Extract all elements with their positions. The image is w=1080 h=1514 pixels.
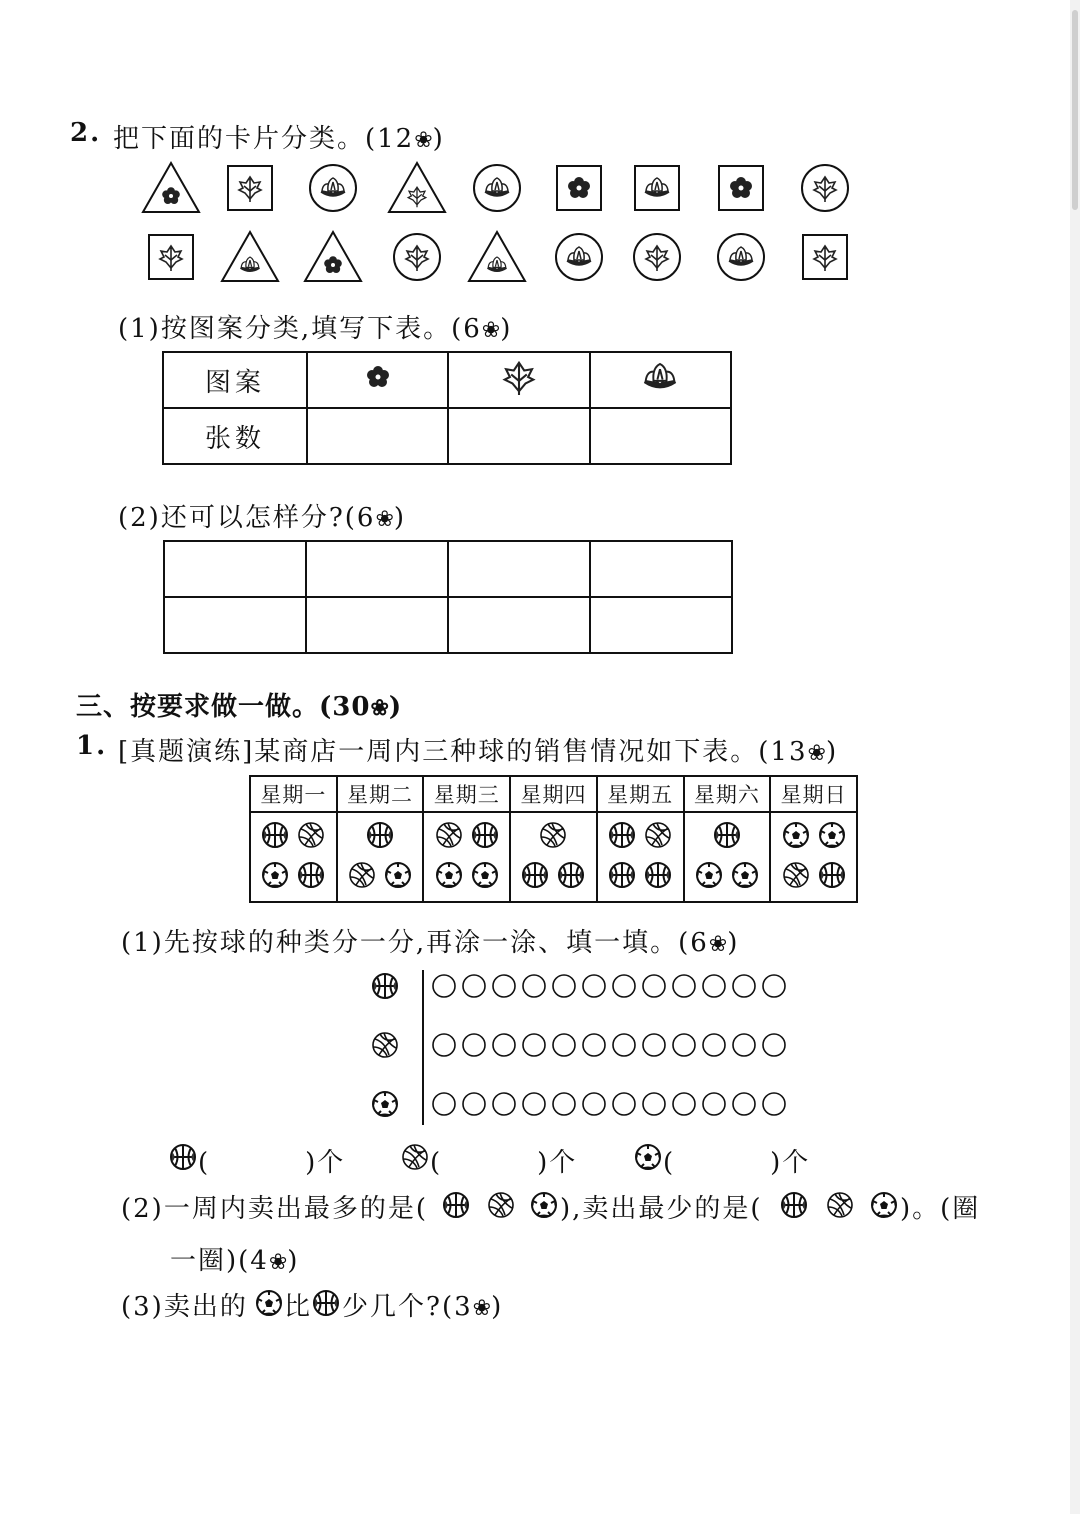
basketball-icon xyxy=(559,863,583,887)
soccer-ball-icon xyxy=(373,1092,397,1116)
blank-cell[interactable] xyxy=(306,541,448,597)
score-flower-icon: ❀ xyxy=(481,318,501,343)
basketball-icon xyxy=(263,823,287,847)
subquestion-2-part3: )。(圈 xyxy=(900,1194,981,1224)
soccer-count-blank[interactable]: ( )个 xyxy=(663,1148,811,1178)
circle-lotus-card xyxy=(556,234,602,280)
day-header: 星期六 xyxy=(684,776,771,812)
ball-cell xyxy=(684,812,771,902)
subquestion-2-part1: (2)一周内卖出最多的是( xyxy=(121,1194,428,1224)
tally-circle[interactable] xyxy=(433,1093,455,1115)
square-flower-card xyxy=(719,166,763,210)
circle-leaf-card xyxy=(802,165,848,211)
blank-cell[interactable] xyxy=(448,597,590,653)
ball-circle-chart xyxy=(360,960,800,1130)
score-flower-icon: ❀ xyxy=(414,128,433,153)
subquestion-3-part3: 少几个?(3❀) xyxy=(342,1292,504,1322)
basketball-icon xyxy=(820,863,844,887)
soccer-ball-icon xyxy=(386,863,410,887)
tally-circle[interactable] xyxy=(433,1034,455,1056)
tally-circle[interactable] xyxy=(703,1093,725,1115)
volleyball-icon xyxy=(437,823,461,847)
day-header: 星期一 xyxy=(250,776,337,812)
tally-circle[interactable] xyxy=(763,975,785,997)
tally-circle[interactable] xyxy=(583,1093,605,1115)
tally-circle[interactable] xyxy=(523,1093,545,1115)
tally-circle[interactable] xyxy=(433,975,455,997)
basketball-icon xyxy=(368,823,392,847)
ball-cell xyxy=(510,812,597,902)
volleyball-icon xyxy=(350,863,374,887)
question-2-prompt: 把下面的卡片分类。(12 xyxy=(113,124,415,154)
square-flower-card xyxy=(557,166,601,210)
square-leaf-card xyxy=(149,235,193,279)
volleyball-count-blank[interactable]: ( )个 xyxy=(430,1148,578,1178)
question-number: 1. xyxy=(76,731,108,761)
tally-circle[interactable] xyxy=(553,975,575,997)
basketball-icon xyxy=(168,1142,198,1172)
basketball-icon[interactable] xyxy=(441,1190,471,1220)
question-number: 2. xyxy=(70,118,102,148)
close-paren: ) xyxy=(432,124,445,154)
volleyball-icon xyxy=(646,823,670,847)
basketball-icon xyxy=(311,1288,341,1318)
day-header: 星期四 xyxy=(510,776,597,812)
basketball-icon xyxy=(610,863,634,887)
tally-circle[interactable] xyxy=(463,975,485,997)
triangle-leaf-card xyxy=(389,163,445,212)
blank-cell[interactable] xyxy=(306,597,448,653)
tally-circle[interactable] xyxy=(523,975,545,997)
tally-circle[interactable] xyxy=(643,1034,665,1056)
circle-lotus-card xyxy=(310,165,356,211)
tally-circle[interactable] xyxy=(643,975,665,997)
circle-lotus-card xyxy=(474,165,520,211)
volleyball-icon xyxy=(373,1033,397,1057)
card-group xyxy=(0,0,1080,320)
basketball-icon xyxy=(610,823,634,847)
subquestion-2-line2: 一圈)(4❀) xyxy=(170,1246,300,1276)
subquestion-1: (1)按图案分类,填写下表。(6❀) xyxy=(118,314,513,344)
leaf-icon xyxy=(448,352,589,408)
basketball-icon xyxy=(299,863,323,887)
circle-leaf-card xyxy=(394,234,440,280)
square-leaf-card xyxy=(228,166,272,210)
ball-cell xyxy=(423,812,510,902)
day-header: 星期日 xyxy=(770,776,857,812)
basketball-icon xyxy=(473,823,497,847)
tally-circle[interactable] xyxy=(553,1034,575,1056)
tally-circle[interactable] xyxy=(763,1034,785,1056)
subquestion-3-part1: (3)卖出的 xyxy=(121,1292,248,1322)
score-flower-icon: ❀ xyxy=(375,507,394,532)
tally-circle[interactable] xyxy=(703,1034,725,1056)
blank-cell[interactable] xyxy=(448,541,590,597)
basketball-icon xyxy=(373,974,397,998)
tally-circle[interactable] xyxy=(463,1093,485,1115)
pattern-header: 图案 xyxy=(163,352,307,408)
basketball-count-blank[interactable]: ( )个 xyxy=(198,1148,346,1178)
soccer-ball-icon xyxy=(473,863,497,887)
ball-cell xyxy=(250,812,337,902)
tally-circle[interactable] xyxy=(673,975,695,997)
score-flower-icon: ❀ xyxy=(268,1250,288,1275)
volleyball-icon xyxy=(784,863,808,887)
blank-cell[interactable] xyxy=(590,597,732,653)
volleyball-icon xyxy=(299,823,323,847)
tally-circle[interactable] xyxy=(733,975,755,997)
soccer-ball-icon xyxy=(733,863,757,887)
volleyball-icon xyxy=(541,823,565,847)
tally-circle[interactable] xyxy=(613,975,635,997)
tally-circle[interactable] xyxy=(673,1034,695,1056)
tally-circle[interactable] xyxy=(583,975,605,997)
answer-cell-lotus[interactable] xyxy=(590,408,731,464)
tally-circle[interactable] xyxy=(613,1034,635,1056)
triangle-flower-card xyxy=(143,163,199,212)
score-flower-icon: ❀ xyxy=(370,695,389,721)
answer-cell-flower[interactable] xyxy=(307,408,448,464)
tally-circle[interactable] xyxy=(703,975,725,997)
tally-circle[interactable] xyxy=(763,1093,785,1115)
square-leaf-card xyxy=(803,235,847,279)
soccer-ball-icon xyxy=(697,863,721,887)
soccer-ball-icon xyxy=(633,1142,663,1172)
soccer-ball-icon xyxy=(254,1288,284,1318)
basketball-icon xyxy=(646,863,670,887)
blank-cell[interactable] xyxy=(164,597,306,653)
subquestion-3-part2: 比 xyxy=(284,1292,313,1322)
soccer-ball-icon[interactable] xyxy=(869,1190,899,1220)
blank-cell[interactable] xyxy=(164,541,306,597)
ball-cell xyxy=(597,812,684,902)
subquestion-1: (1)先按球的种类分一分,再涂一涂、填一填。(6❀) xyxy=(121,928,740,958)
tally-circle[interactable] xyxy=(643,1093,665,1115)
basketball-icon xyxy=(523,863,547,887)
circle-lotus-card xyxy=(718,234,764,280)
day-header: 星期三 xyxy=(423,776,510,812)
tally-circle[interactable] xyxy=(463,1034,485,1056)
soccer-ball-icon xyxy=(820,823,844,847)
question-1-text: [真题演练]某商店一周内三种球的销售情况如下表。(13❀) xyxy=(118,737,839,767)
answer-cell-leaf[interactable] xyxy=(448,408,589,464)
day-header: 星期二 xyxy=(337,776,424,812)
basketball-icon[interactable] xyxy=(779,1190,809,1220)
day-header: 星期五 xyxy=(597,776,684,812)
tally-circle[interactable] xyxy=(733,1093,755,1115)
volleyball-icon xyxy=(400,1142,430,1172)
pattern-count-table xyxy=(162,351,732,465)
basketball-icon xyxy=(715,823,739,847)
tally-circle[interactable] xyxy=(613,1093,635,1115)
volleyball-icon[interactable] xyxy=(486,1190,516,1220)
count-header: 张数 xyxy=(163,408,307,464)
subquestion-2-part2: ),卖出最少的是( xyxy=(560,1194,763,1224)
subquestion-2: (2)还可以怎样分?(6❀) xyxy=(118,503,407,533)
soccer-ball-icon[interactable] xyxy=(529,1190,559,1220)
soccer-ball-icon xyxy=(437,863,461,887)
other-classification-table xyxy=(163,540,733,654)
tally-circle[interactable] xyxy=(553,1093,575,1115)
tally-circle[interactable] xyxy=(673,1093,695,1115)
triangle-lotus-card xyxy=(222,232,278,281)
circle-leaf-card xyxy=(634,234,680,280)
blank-cell[interactable] xyxy=(590,541,732,597)
tally-circle[interactable] xyxy=(493,975,515,997)
triangle-lotus-card xyxy=(469,232,525,281)
score-flower-icon: ❀ xyxy=(708,932,728,957)
triangle-flower-card xyxy=(305,232,361,281)
score-flower-icon: ❀ xyxy=(807,741,826,766)
ball-cell xyxy=(770,812,857,902)
square-lotus-card xyxy=(635,166,679,210)
ball-cell xyxy=(337,812,424,902)
soccer-ball-icon xyxy=(784,823,808,847)
tally-circle[interactable] xyxy=(733,1034,755,1056)
tally-circle[interactable] xyxy=(523,1034,545,1056)
soccer-ball-icon xyxy=(263,863,287,887)
tally-circle[interactable] xyxy=(583,1034,605,1056)
lotus-icon xyxy=(590,352,731,408)
volleyball-icon[interactable] xyxy=(825,1190,855,1220)
score-flower-icon: ❀ xyxy=(472,1296,492,1321)
tally-circle[interactable] xyxy=(493,1093,515,1115)
flower-icon xyxy=(307,352,448,408)
tally-circle[interactable] xyxy=(493,1034,515,1056)
section-3-title: 三、按要求做一做。(30❀) xyxy=(76,692,403,722)
sales-table xyxy=(249,775,858,903)
